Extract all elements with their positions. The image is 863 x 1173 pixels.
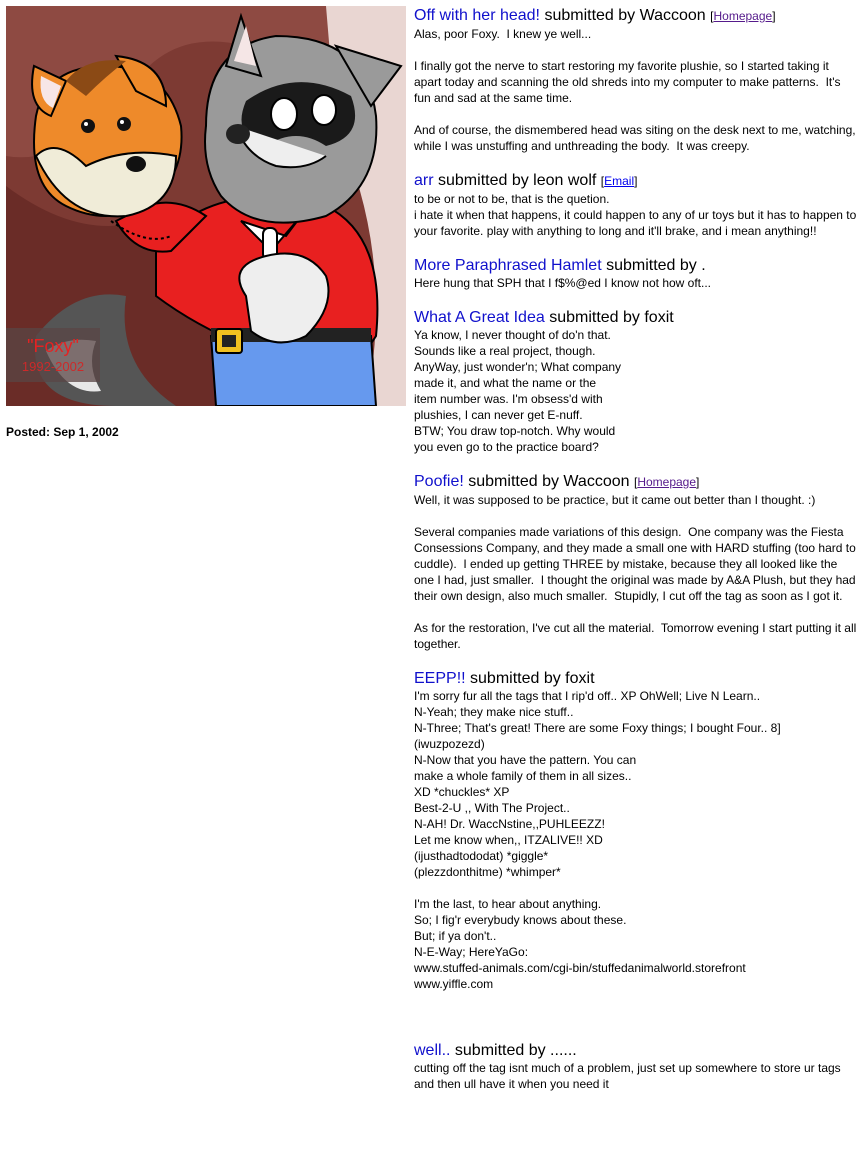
homepage-link[interactable]: Homepage (713, 9, 773, 23)
posted-date: Posted: Sep 1, 2002 (6, 425, 119, 439)
homepage-link-wrapper: [Homepage] (633, 475, 700, 489)
comments-list (414, 6, 859, 1109)
comment-author: submitted by foxit (465, 670, 595, 687)
comment-header (414, 6, 859, 26)
comment-body: cutting off the tag isnt much of a problem, just set up somewhere to store ur tags and then ull have it when you need it (414, 1061, 845, 1091)
comment-body: Well, it was supposed to be practice, but it came out better than I thought. :) Several companies made variations of this design. One company was the Fiesta Consessions Company, and they made a small one with HARD stuffing (too hard to cuddle). I ended up getting THREE by mistake, because they all looked like the one I had, just smaller. I thought the original was made by A&A Plush, but they had their own design, also much smaller. Stupidly, I cut off the tag as soon as I got it. As for the restoration, I've cut all the material. Tomorrow evening I start putting it all together. (414, 493, 857, 651)
comment-author: submitted by leon wolf (433, 172, 601, 189)
comment (414, 1041, 859, 1092)
comment-author: submitted by Waccoon (540, 7, 711, 24)
comment-title: Poofie! (414, 473, 464, 490)
comment-title: Off with her head! (414, 7, 540, 24)
comment (414, 6, 859, 154)
comment-title: well.. (414, 1042, 451, 1059)
homepage-link[interactable]: Homepage (637, 475, 697, 489)
comment-header (414, 308, 859, 327)
comment-author: submitted by foxit (544, 309, 674, 326)
comment (414, 171, 859, 239)
caption-name: "Foxy" (27, 336, 79, 356)
comment (414, 669, 859, 1024)
comment-body: Here hung that SPH that I f$%@ed I know not how oft... (414, 276, 712, 290)
comment (414, 472, 859, 652)
caption-years: 1992-2002 (21, 359, 85, 374)
comment-header (414, 1041, 859, 1060)
comment-header (414, 256, 859, 275)
comment-author: submitted by Waccoon (463, 473, 634, 490)
comment-body: Alas, poor Foxy. I knew ye well... I finally got the nerve to start restoring my favorite plushie, so I started taking it apart today and scanning the old shreds into my computer to make patterns. It's fun and sad at the same time. And of course, the dismembered head was siting on the desk next to me, watching, while I was unstuffing and unthreading the body. It was creepy. (414, 27, 856, 153)
comment-title: arr (414, 172, 434, 189)
comment-title: What A Great Idea (414, 309, 545, 326)
comment-body: Ya know, I never thought of do'n that. Sounds like a real project, though. AnyWay, just wonder'n; What company made it, and what the name or the item number was. I'm obsess'd with plushies, I can never get E-nuff. BTW; You draw top-notch. Why would you even go to the practice board? (414, 328, 622, 454)
email-link[interactable]: Email (604, 174, 635, 188)
homepage-link-wrapper: [Homepage] (710, 9, 776, 23)
comment-author: submitted by ...... (450, 1042, 577, 1059)
comment-author: submitted by . (601, 257, 706, 274)
comment-title: More Paraphrased Hamlet (414, 257, 602, 274)
comment-title: EEPP!! (414, 670, 466, 687)
artwork-image (6, 6, 406, 406)
comment-body: I'm sorry fur all the tags that I rip'd off.. XP OhWell; Live N Learn.. N-Yeah; they make nice stuff.. N-Three; That's great! There are some Foxy things; I bought Four.. 8] (iwuzpozezd) N-Now that you have the pattern. You can make a whole family of them in all sizes.. XD *chuckles* XP Best-2-U ,, With The Project.. N-AH! Dr. WaccNstine,,PUHLEEZZ! Let me know when,, ITZALIVE!! XD (ijusthadtododat) *giggle* (plezzdonthitme) *whimper* I'm the last, to hear about anything. So; I fig'r everybudy knows about these. But; if ya don't.. N-E-Way; HereYaGo: www.stuffed-animals.com/cgi-bin/stuffedanimalworld.storefront www.yiffle.com (414, 689, 781, 991)
comment-header (414, 171, 859, 191)
comment (414, 308, 859, 455)
comment-header (414, 669, 859, 688)
comment-body: to be or not to be, that is the quetion. i hate it when that happens, it could happen to any of ur toys but it has to happen to your favorite. play with anything to long and it'll brake, and i mean anything!! (414, 192, 857, 238)
comment-header (414, 472, 859, 492)
email-link-wrapper: [Email] (600, 174, 638, 188)
artwork-caption (6, 328, 100, 382)
comment (414, 256, 859, 291)
